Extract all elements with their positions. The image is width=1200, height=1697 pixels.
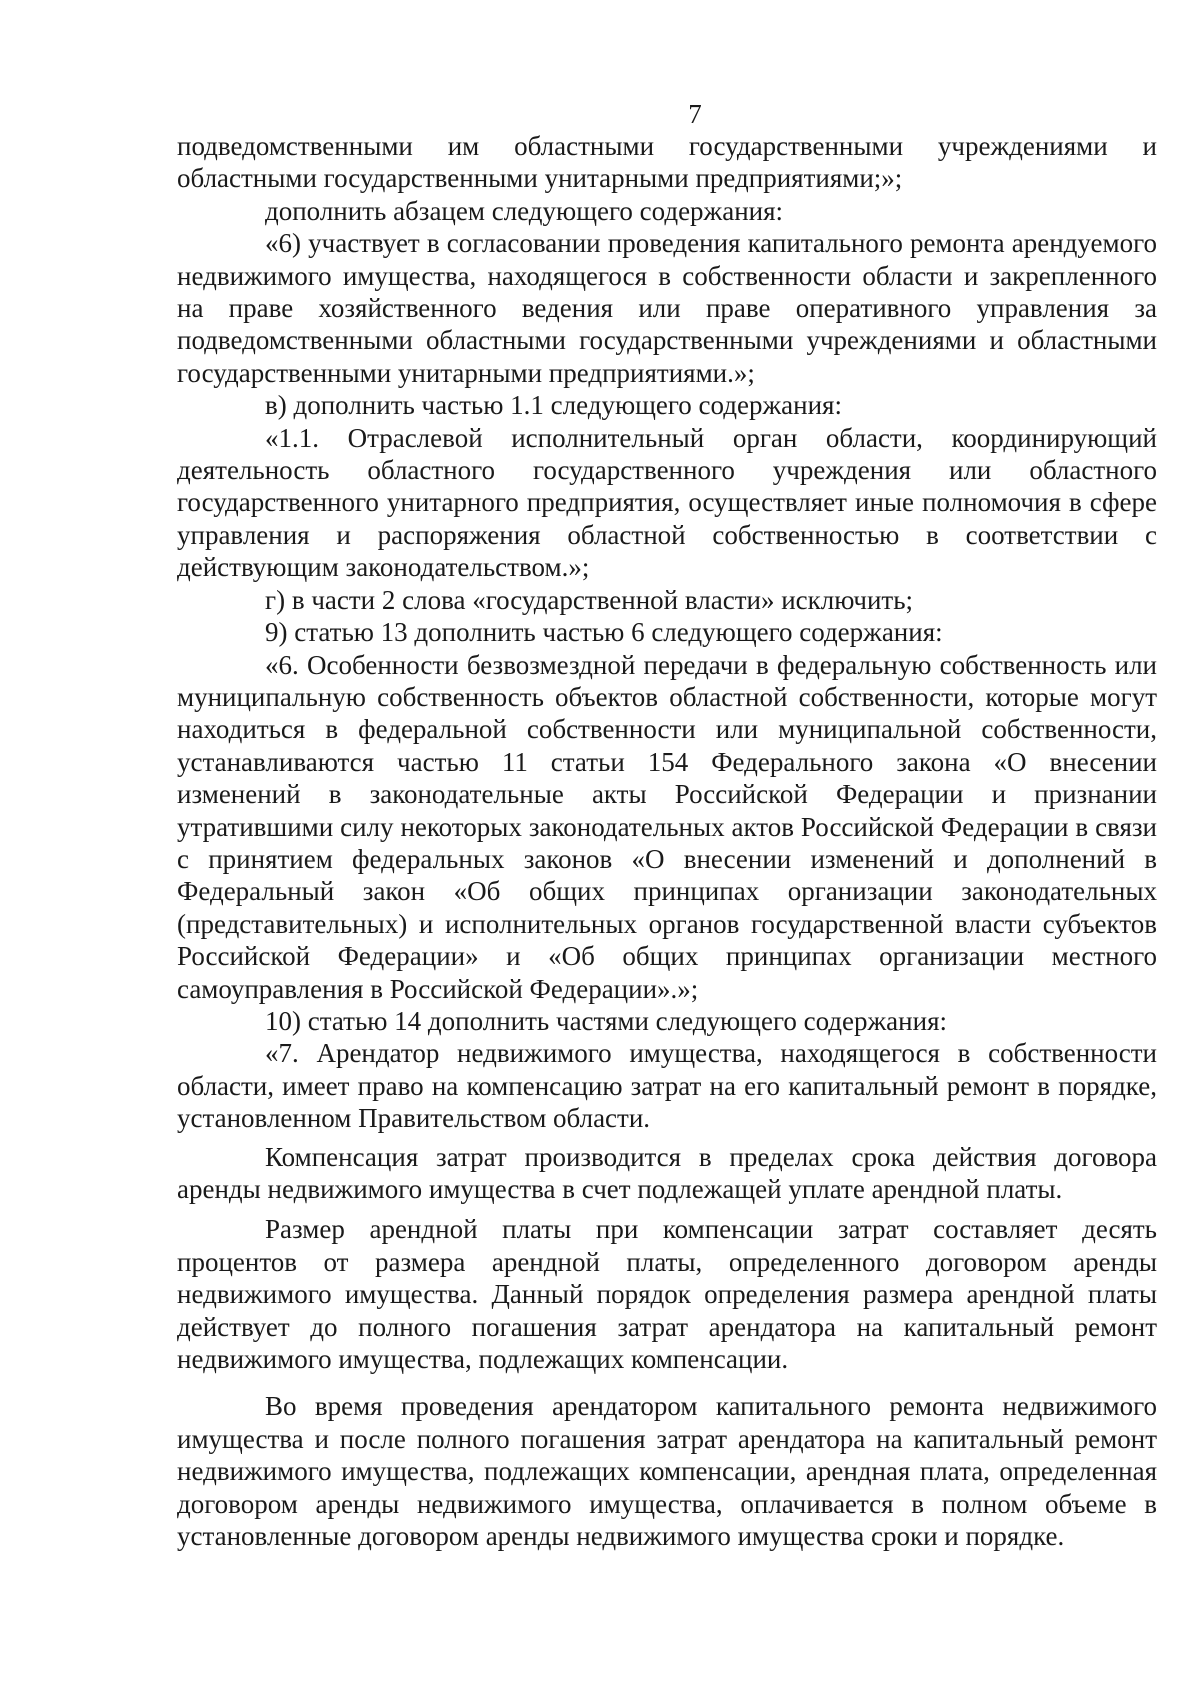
paragraph-compensation: Компенсация затрат производится в пределах срока действия договора аренды недвижимого имущества в счет подлежащей уплате арендной платы. <box>177 1141 1157 1204</box>
paragraph-part-6: «6. Особенности безвозмездной передачи в федеральную собственность или муниципальную собственность объектов областной собственности, которые могут находиться в федеральной собственности или муниципальной собственности, устанавливаются частью 11 статьи 154 Федерального закона «О внесении изменений в законодательные акты Российской Федерации и признании утратившими силу некоторых законодательных актов Российской Федерации в связи с принятием федеральных законов «О внесении изменений и дополнений в Федеральный закон «Об общих принципах организации законодательных (представительных) и исполнительных органов государственной власти субъектов Российской Федерации» и «Об общих принципах организации местного самоуправления в Российской Федерации».»; <box>177 649 1157 1004</box>
paragraph-repair-period: Во время проведения арендатором капитального ремонта недвижимого имущества и после полного погашения затрат арендатора на капитальный ремонт недвижимого имущества, подлежащих компенсации, арендная плата, определенная договором аренды недвижимого имущества, оплачивается в полном объеме в установленные договором аренды недвижимого имущества сроки и порядке. <box>177 1391 1157 1552</box>
paragraph-rent-size: Размер арендной платы при компенсации затрат составляет десять процентов от размера арендной платы, определенного договором аренды недвижимого имущества. Данный порядок определения размера арендной платы действует до полного погашения затрат арендатора на капитальный ремонт недвижимого имущества, подлежащих компенсации. <box>177 1214 1157 1375</box>
paragraph-clause-6: «6) участвует в согласовании проведения капитального ремонта арендуемого недвижимого имущества, находящегося в собственности области и закрепленного на праве хозяйственного ведения или праве оперативного управления за подведомственными областными государственными учреждениями и областными государственными унитарными предприятиями.»; <box>177 228 1157 388</box>
document-body <box>177 130 1157 1552</box>
paragraph-part-1-1: «1.1. Отраслевой исполнительный орган области, координирующий деятельность областного государственного учреждения или областного государственного унитарного предприятия, осуществляет иные полномочия в сфере управления и распоряжения областной собственностью в соответствии с действующим законодательством.»; <box>177 422 1157 583</box>
paragraph-item-9: 9) статью 13 дополнить частью 6 следующего содержания: <box>265 617 943 648</box>
paragraph-continuation: подведомственными им областными государственными учреждениями и областными государственными унитарными предприятиями;»; <box>177 131 1157 194</box>
paragraph-add-clause: дополнить абзацем следующего содержания: <box>265 195 784 226</box>
paragraph-item-g: г) в части 2 слова «государственной власти» исключить; <box>265 584 914 615</box>
page-number: 7 <box>688 99 702 129</box>
paragraph-item-10: 10) статью 14 дополнить частями следующего содержания: <box>265 1005 947 1036</box>
paragraph-part-7: «7. Арендатор недвижимого имущества, находящегося в собственности области, имеет право на компенсацию затрат на его капитальный ремонт в порядке, установленном Правительством области. <box>177 1038 1157 1134</box>
paragraph-item-v: в) дополнить частью 1.1 следующего содержания: <box>265 390 842 421</box>
